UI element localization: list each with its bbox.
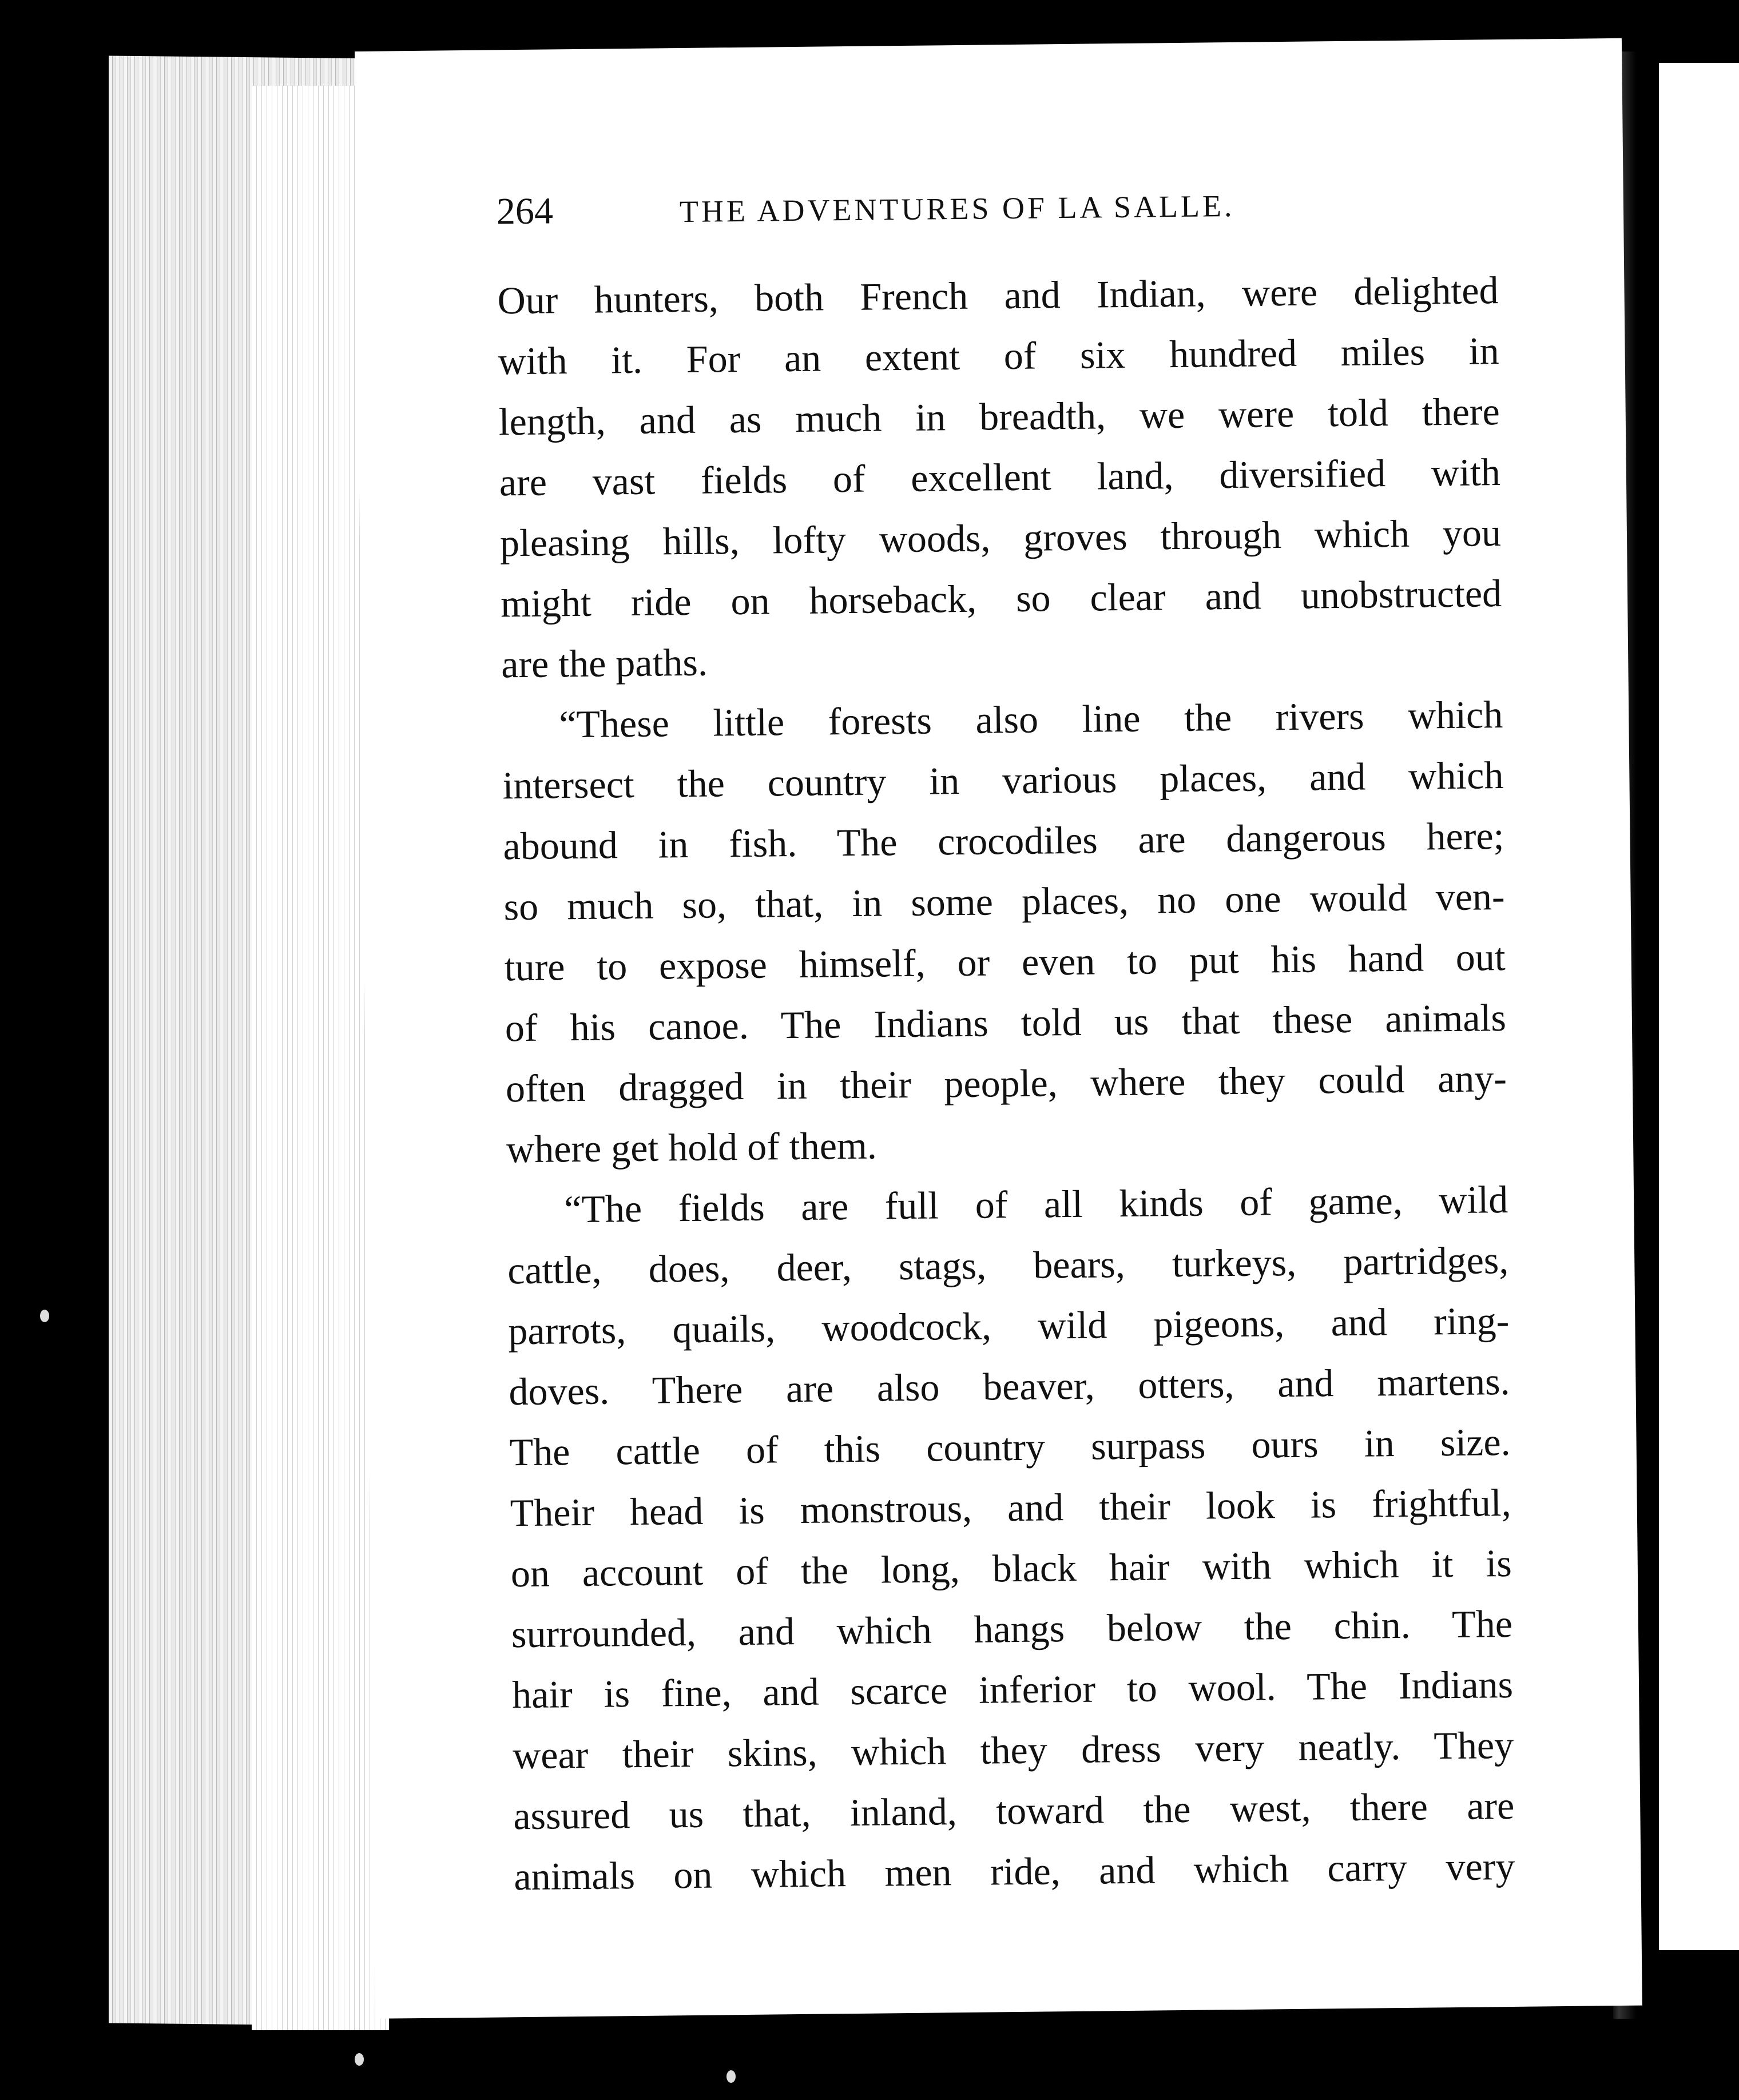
text-line: cattle, does, deer, stags, bears, turkeys, partridges, — [507, 1238, 1509, 1292]
book-page — [355, 38, 1642, 2019]
text-line: where get hold of them. — [506, 1123, 878, 1171]
text-line: surrounded, and which hangs below the chin. The — [511, 1601, 1513, 1656]
text-line: intersect the country in various places, and which — [502, 753, 1504, 808]
text-line: animals on which men ride, and which carry very — [514, 1844, 1515, 1899]
running-head — [496, 162, 1583, 242]
text-line: of his canoe. The Indians told us that these animals — [505, 996, 1507, 1050]
text-line: doves. There are also beaver, otters, and martens. — [509, 1359, 1510, 1414]
text-line: abound in fish. The crocodiles are dangerous here; — [503, 814, 1504, 868]
text-line: ture to expose himself, or even to put his hand out — [504, 935, 1506, 989]
scan-speck — [726, 2070, 736, 2083]
text-line: wear their skins, which they dress very neatly. They — [512, 1723, 1514, 1777]
text-line: are the paths. — [501, 640, 708, 686]
text-line: hair is fine, and scarce inferior to wool. The Indians — [511, 1662, 1514, 1717]
text-line: assured us that, inland, toward the west, there are — [513, 1783, 1515, 1838]
text-line: on account of the long, black hair with which it is — [510, 1541, 1512, 1596]
page-number: 264 — [496, 190, 554, 233]
text-line: so much so, that, in some places, no one would ven- — [503, 874, 1505, 929]
scan-speck — [355, 2053, 364, 2066]
text-line: Their head is monstrous, and their look is frightful, — [510, 1480, 1512, 1535]
text-line: “The fields are full of all kinds of game, wild — [563, 1177, 1508, 1231]
text-line: are vast fields of excellent land, diversified with — [499, 450, 1501, 504]
text-line: The cattle of this country surpass ours in size. — [509, 1419, 1511, 1474]
text-line: “These little forests also line the rivers which — [558, 693, 1503, 746]
text-line: pleasing hills, lofty woods, groves through which you — [499, 511, 1502, 565]
text-line: parrots, quails, woodcock, wild pigeons, and ring- — [508, 1298, 1510, 1353]
facing-page-edge — [1659, 63, 1739, 1950]
text-line: often dragged in their people, where they could any- — [505, 1056, 1507, 1111]
scan-speck — [40, 1310, 49, 1322]
text-line: with it. For an extent of six hundred miles in — [498, 329, 1499, 383]
text-line: Our hunters, both French and Indian, were delighted — [497, 268, 1499, 323]
book-title: THE ADVENTURES OF LA SALLE. — [679, 188, 1235, 229]
text-line: length, and as much in breadth, we were told there — [498, 389, 1500, 444]
body-text — [497, 260, 1515, 1907]
text-line: might ride on horseback, so clear and unobstructed — [500, 571, 1502, 626]
